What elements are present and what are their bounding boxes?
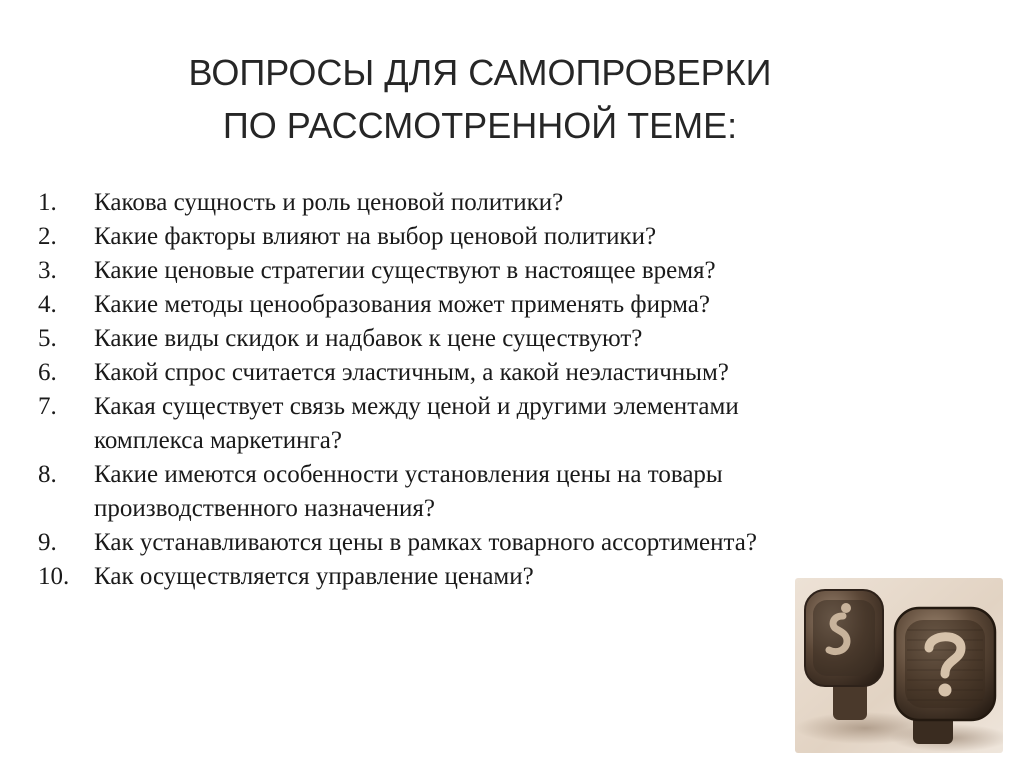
question-item	[38, 356, 808, 390]
question-text: Какая существует связь между ценой и другими элементами комплекса маркетинга?	[94, 393, 739, 454]
question-number: 5.	[38, 325, 57, 352]
question-text: Какие факторы влияют на выбор ценовой политики?	[94, 223, 657, 250]
question-text: Какие методы ценообразования может применять фирма?	[94, 291, 710, 318]
question-item	[38, 560, 808, 594]
question-text: Как устанавливаются цены в рамках товарного ассортимента?	[94, 529, 757, 556]
question-text: Какие виды скидок и надбавок к цене существуют?	[94, 325, 643, 352]
question-text: Какие имеются особенности установления цены на товары производственного назначения?	[94, 461, 723, 522]
question-text: Какой спрос считается эластичным, а какой неэластичным?	[94, 359, 729, 386]
question-number: 1.	[38, 189, 57, 216]
question-item	[38, 526, 808, 560]
question-number: 2.	[38, 223, 57, 250]
question-item	[38, 186, 808, 220]
cufflinks-photo	[795, 578, 1003, 753]
cufflinks-illustration	[795, 578, 1003, 753]
question-number: 7.	[38, 393, 57, 420]
slide-title-line-1: ВОПРОСЫ ДЛЯ САМОПРОВЕРКИ	[188, 52, 772, 93]
question-number: 4.	[38, 291, 57, 318]
question-list	[38, 186, 808, 594]
question-text: Какова сущность и роль ценовой политики?	[94, 189, 564, 216]
question-number: 10.	[38, 563, 70, 590]
question-number: 9.	[38, 529, 57, 556]
question-item	[38, 220, 808, 254]
question-item	[38, 288, 808, 322]
question-item	[38, 254, 808, 288]
question-item	[38, 322, 808, 356]
question-text: Какие ценовые стратегии существуют в настоящее время?	[94, 257, 716, 284]
question-number: 3.	[38, 257, 57, 284]
question-item	[38, 390, 808, 458]
question-item	[38, 458, 808, 526]
slide-title-line-2: ПО РАССМОТРЕННОЙ ТЕМЕ:	[222, 105, 738, 146]
question-text: Как осуществляется управление ценами?	[94, 563, 534, 590]
question-number: 8.	[38, 461, 57, 488]
slide-title	[110, 46, 850, 152]
question-number: 6.	[38, 359, 57, 386]
